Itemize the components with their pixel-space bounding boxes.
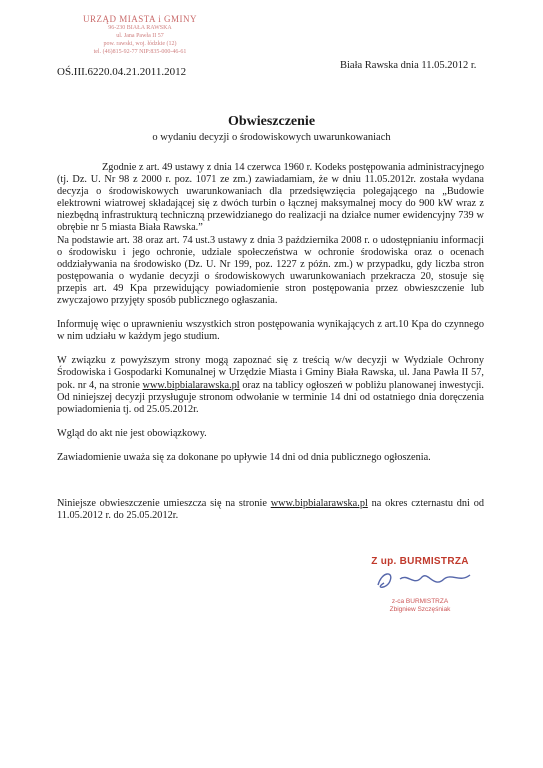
document-title: Obwieszczenie <box>227 114 316 129</box>
paragraph-rights: Informuję więc o uprawnieniu wszystkich stron postępowania wynikających z art.10 Kpa do czynnego w nim udziału w każdym jego studium. <box>57 319 484 343</box>
place-and-date: Biała Rawska dnia 11.05.2012 r. <box>340 60 477 71</box>
paragraph-delivery: Zawiadomienie uważa się za dokonane po upływie 14 dni od dnia publicznego ogłoszenia. <box>57 451 431 463</box>
access-text-before: W związku z powyższym strony mogą zapoznać się z treścią w/w decyzji w Wydziale Ochrony Środowiska i Gospodarki Komunalnej w Urzędzie Miasta i Gminy Biała Rawska, ul. Jana Pawła II 57, pok. nr 4, na stronie <box>57 355 484 391</box>
paragraph-publication <box>57 498 484 522</box>
paragraph-inspection: Wgląd do akt nie jest obowiązkowy. <box>57 427 207 439</box>
publication-text-after: na okres czternastu dni od 11.05.2012 r. do 25.05.2012r. <box>57 497 484 522</box>
paragraph-access <box>57 355 484 415</box>
paragraph-notice: Zgodnie z art. 49 ustawy z dnia 14 czerwca 1960 r. Kodeks postępowania administracyjnego (tj. Dz. U. Nr 98 z 2000 r. poz. 1071 ze zm.) zawiadamiam, że w dniu 11.05.2012r. została wydana decyzja o środowiskowych uwarunkowaniach dla przedsięwzięcia polegającego na „Budowie elektrowni wiatrowej składającej się z dwóch turbin o łącznej maksymalnej mocy do 900 kW wraz z niezbędną infrastrukturą techniczną przewidzianego do realizacji na działce numer ewidencyjny 739 w obrębie nr 5 miasta Biała Rawska.” <box>57 162 484 234</box>
signature-stamp <box>360 556 480 614</box>
publication-text-before: Niniejsze obwieszczenie umieszcza się na stronie <box>57 497 271 509</box>
stamp-line-1: URZĄD MIASTA i GMINY <box>82 14 198 24</box>
document-subtitle: o wydaniu decyzji o środowiskowych uwarunkowaniach <box>152 132 391 143</box>
signature-name: Zbigniew Szczęśniak <box>389 606 451 613</box>
bip-link[interactable]: www.bipbialarawska.pl <box>142 379 240 391</box>
document-body <box>57 162 484 522</box>
access-text-after: oraz na tablicy ogłoszeń w pobliżu planowanej inwestycji. Od niniejszej decyzji przysługuje stronom odwołanie w terminie 14 dni od ostatniego dnia doręczenia powiadomienia tj. od 25.05.2012r. <box>57 379 484 415</box>
stamp-line-2: 96-230 BIAŁA RAWSKA <box>108 25 172 31</box>
stamp-line-3: ul. Jana Pawła II 57 <box>116 33 164 39</box>
stamp-line-5: tel. (46)815-92-77 NIP:835-000-46-61 <box>93 49 187 55</box>
office-stamp <box>65 14 215 56</box>
signature-role: z-ca BURMISTRZA <box>391 598 449 605</box>
bip-link-publication[interactable]: www.bipbialarawska.pl <box>270 497 368 509</box>
paragraph-legal-basis: Na podstawie art. 38 oraz art. 74 ust.3 ustawy z dnia 3 października 2008 r. o udostępnianiu informacji o środowisku i jego ochronie, udziale społeczeństwa w ochronie środowiska oraz o ocenach oddziaływania na środowisko (Dz. U. Nr 199, poz. 1227 z późn. zm.) w przypadku, gdy liczba stron postępowania o wydanie decyzji o środowiskowych uwarunkowaniach przekracza 20, stosuje się przepis art. 49 Kpa przewidujący powiadomienie stron postępowania przez obwieszczenie lub zwyczajowo przyjęty sposób publicznego ogłaszania. <box>57 234 484 307</box>
document-number: OŚ.III.6220.04.21.2011.2012 <box>57 66 187 78</box>
handwritten-signature <box>360 567 480 593</box>
stamp-line-4: pow. rawski, woj. łódzkie (12) <box>103 41 177 47</box>
signature-heading: Z up. BURMISTRZA <box>371 556 469 567</box>
